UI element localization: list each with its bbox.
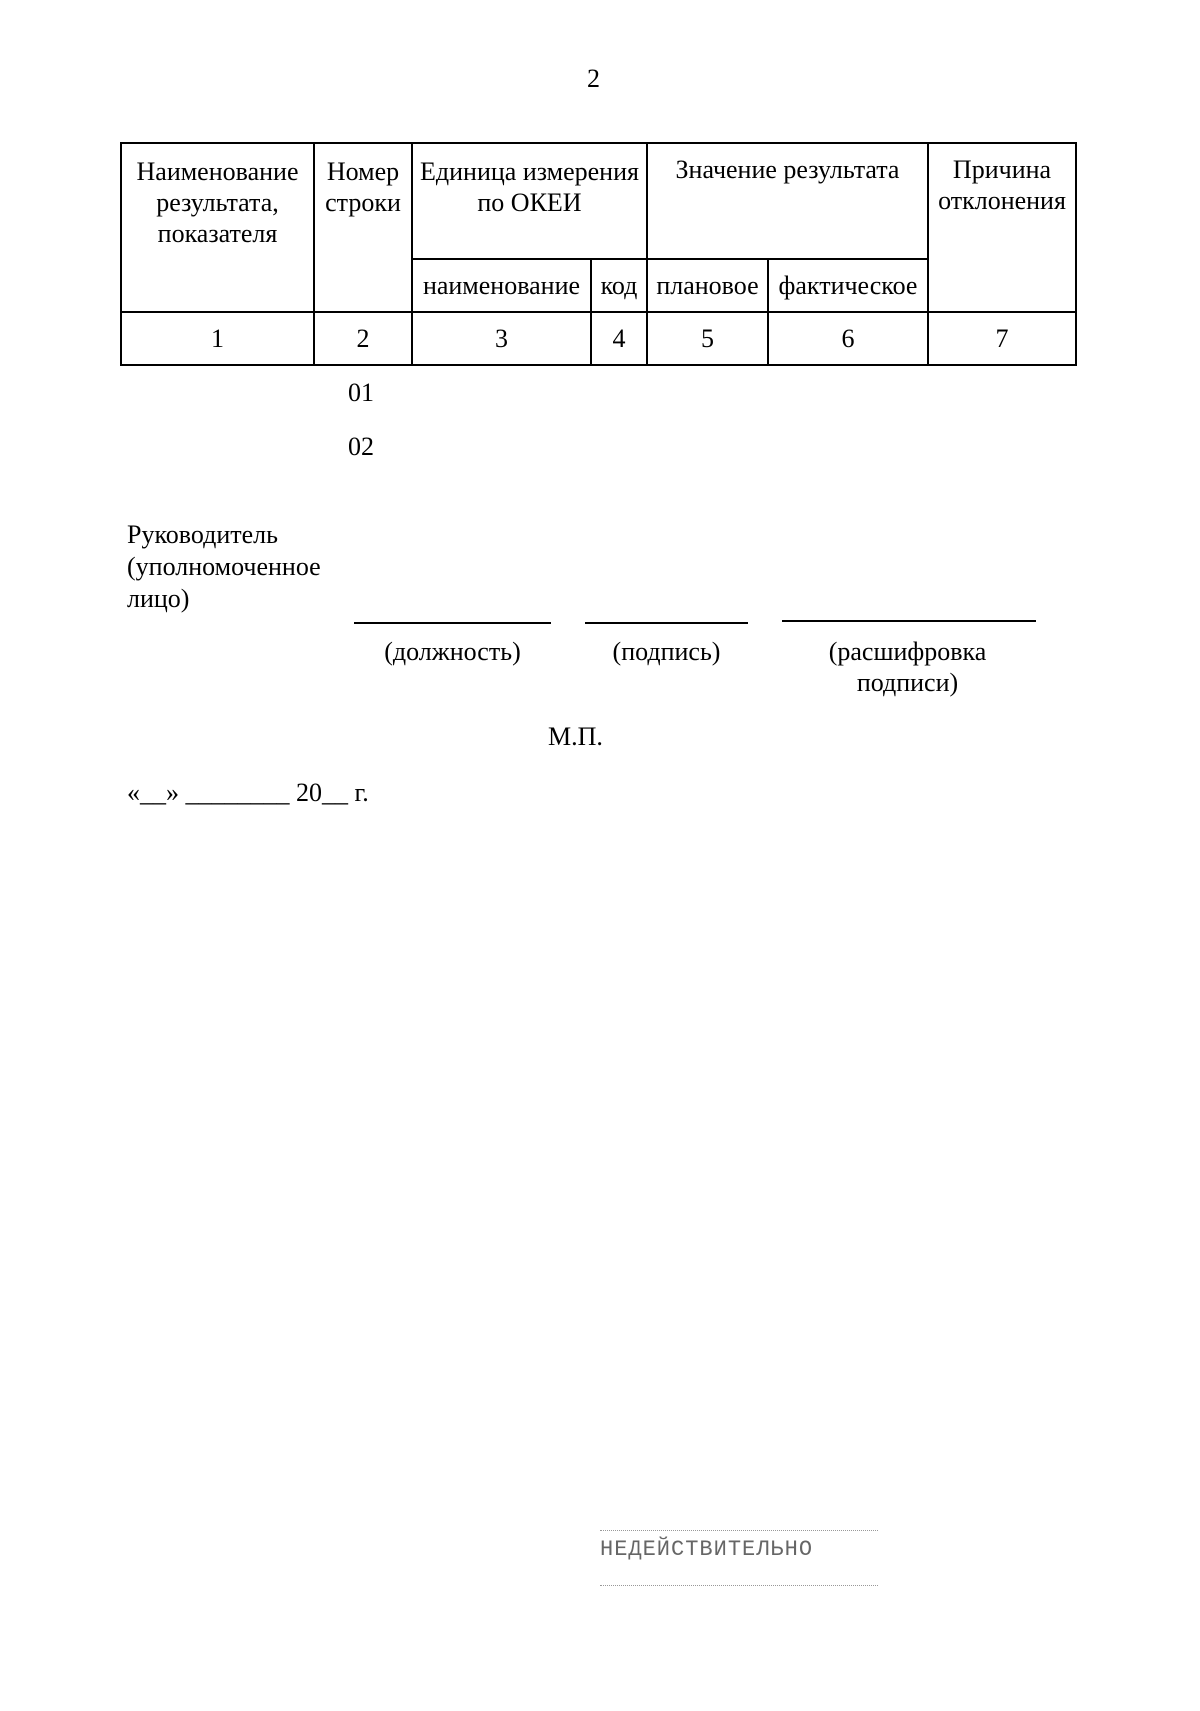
header-planned: плановое [647, 259, 768, 312]
header-row-number: Номер строки [314, 143, 412, 312]
date-line: «__» ________ 20__ г. [127, 778, 369, 807]
header-actual: фактическое [768, 259, 928, 312]
position-line [354, 622, 551, 624]
header-value: Значение результата [647, 143, 928, 259]
column-number: 2 [314, 312, 412, 365]
position-label: (должность) [384, 637, 521, 666]
signature-label: (подпись) [612, 637, 721, 666]
column-number-row [121, 312, 1076, 365]
header-unit-code: код [591, 259, 647, 312]
decryption-label: (расшифровка подписи) [828, 637, 987, 697]
row-code: 02 [348, 432, 374, 461]
head-label: Руководитель (уполномоченное лицо) [127, 520, 321, 613]
column-number: 3 [412, 312, 591, 365]
row-code: 01 [348, 378, 374, 407]
seal-label: М.П. [548, 722, 603, 751]
header-reason: Причина отклонения [928, 143, 1076, 312]
stamp-watermark: НЕДЕЙСТВИТЕЛЬНО [600, 1530, 878, 1586]
decryption-line [782, 620, 1036, 622]
column-number: 1 [121, 312, 314, 365]
header-unit-name: наименование [412, 259, 591, 312]
column-number: 5 [647, 312, 768, 365]
signature-line [585, 622, 748, 624]
column-number: 6 [768, 312, 928, 365]
column-number: 7 [928, 312, 1076, 365]
header-name: Наименование результата, показателя [121, 143, 314, 312]
header-unit: Единица измерения по ОКЕИ [412, 143, 647, 259]
column-number: 4 [591, 312, 647, 365]
results-table [120, 142, 1077, 366]
page-number: 2 [587, 64, 600, 93]
